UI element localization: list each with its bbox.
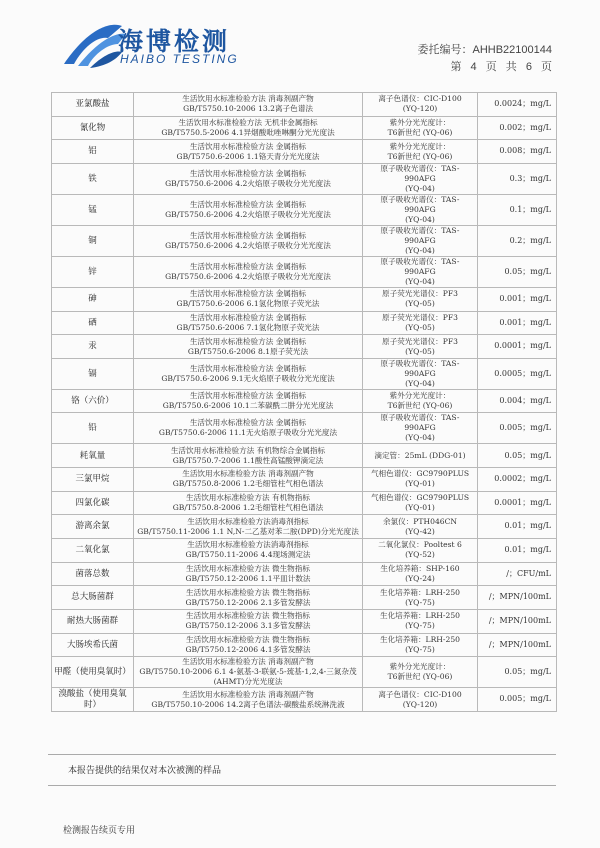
test-item-name: 游离余氯 [52,515,134,539]
table-row [52,335,557,359]
table-row [52,633,557,657]
test-method: 生活饮用水标准检验方法 金属指标 GB/T5750.6-2006 4.2火焰原子吸收分光光度法 [134,225,363,256]
test-method: 生活饮用水标准检验方法消毒剂指标 GB/T5750.11-2006 4.4现场测定法 [134,539,363,563]
test-method: 生活饮用水标准检验方法 金属指标 GB/T5750.6-2006 8.1原子荧光法 [134,335,363,359]
table-row [52,140,557,164]
test-method: 生活饮用水标准检验方法 金属指标 GB/T5750.6-2006 6.1氢化物原子荧光法 [134,287,363,311]
commission-number: 委托编号：AHHB22100144 [417,44,552,56]
test-instrument: 原子吸收光谱仪：TAS-990AFG (YQ-04) [363,256,478,287]
test-items-table [51,92,557,712]
test-instrument: 紫外分光光度计： T6新世纪 (YQ-06) [363,389,478,413]
test-item-name: 氰化物 [52,116,134,140]
page-label-1: 第 [450,61,462,73]
continuation-label: 检测报告续页专用 [63,826,136,836]
detection-limit: 0.01；mg/L [478,515,557,539]
test-item-name: 耐热大肠菌群 [52,609,134,633]
test-instrument: 滴定管：25mL (DDG-01) [363,444,478,468]
test-item-name: 铬（六价） [52,389,134,413]
table-row [52,562,557,586]
detection-limit: 0.001；mg/L [478,311,557,335]
footer-divider-top [48,754,556,755]
detection-limit: 0.005；mg/L [478,413,557,444]
test-method: 生活饮用水标准检验方法 微生物指标 GB/T5750.12-2006 3.1多管发酵法 [134,609,363,633]
table-row [52,609,557,633]
test-instrument: 原子吸收光谱仪：TAS-990AFG (YQ-04) [363,194,478,225]
test-method: 生活饮用水标准检验方法 金属指标 GB/T5750.6-2006 4.2火焰原子吸收分光光度法 [134,256,363,287]
footer-note: 本报告提供的结果仅对本次被测的样品 [68,766,222,776]
test-instrument: 原子荧光光谱仪：PF3 (YQ-05) [363,311,478,335]
test-instrument: 原子荧光光谱仪：PF3 (YQ-05) [363,287,478,311]
page-current: 4 [470,61,477,73]
table-row [52,413,557,444]
test-instrument: 原子吸收光谱仪：TAS-990AFG (YQ-04) [363,413,478,444]
test-item-name: 铁 [52,163,134,194]
test-item-name: 溴酸盐（使用臭氧时） [52,688,134,712]
test-instrument: 紫外分光光度计： T6新世纪 (YQ-06) [363,140,478,164]
test-method: 生活饮用水标准检验方法 消毒剂副产物 GB/T5750.10-2006 13.2离子色谱法 [134,93,363,117]
test-instrument: 二氧化氯仪：Pooltest 6 (YQ-52) [363,539,478,563]
table-row [52,116,557,140]
table-row [52,163,557,194]
test-method: 生活饮用水标准检验方法消毒剂指标 GB/T5750.11-2006 1.1 N,N-二乙基对苯二胺(DPD)分光光度法 [134,515,363,539]
detection-limit: /；CFU/mL [478,562,557,586]
detection-limit: 0.004；mg/L [478,389,557,413]
detection-limit: 0.0005；mg/L [478,358,557,389]
table-row [52,515,557,539]
page-indicator [417,59,552,76]
detection-limit: /；MPN/100mL [478,633,557,657]
test-item-name: 总大肠菌群 [52,586,134,610]
detection-limit: 0.008；mg/L [478,140,557,164]
test-method: 生活饮用水标准检验方法 微生物指标 GB/T5750.12-2006 1.1平皿计数法 [134,562,363,586]
test-method: 生活饮用水标准检验方法 金属指标 GB/T5750.6-2006 11.1无火焰原子吸收分光光度法 [134,413,363,444]
test-item-name: 大肠埃希氏菌 [52,633,134,657]
page-label-4: 页 [541,61,552,73]
test-method: 生活饮用水标准检验方法 有机物综合金属指标 GB/T5750.7-2006 1.1酸性高锰酸钾滴定法 [134,444,363,468]
test-item-name: 四氯化碳 [52,491,134,515]
table-row [52,194,557,225]
detection-limit: 0.05；mg/L [478,657,557,688]
test-instrument: 离子色谱仪：CIC-D100 (YQ-120) [363,688,478,712]
footer-divider-middle [48,785,556,786]
page-label-3: 共 [505,61,517,73]
test-method: 生活饮用水标准检验方法 消毒剂副产物 GB/T5750.10-2006 6.1 4-氨基-3-联氨-5-巯基-1,2,4-三氮杂茂(AHMT)分光光度法 [134,657,363,688]
report-header-info [417,42,552,76]
test-instrument: 原子荧光光谱仪：PF3 (YQ-05) [363,335,478,359]
test-item-name: 铜 [52,225,134,256]
detection-limit: 0.05；mg/L [478,256,557,287]
test-item-name: 锌 [52,256,134,287]
test-method: 生活饮用水标准检验方法 金属指标 GB/T5750.6-2006 9.1无火焰原子吸收分光光度法 [134,358,363,389]
test-method: 生活饮用水标准检验方法 金属指标 GB/T5750.6-2006 1.1铬天青分光光度法 [134,140,363,164]
test-method: 生活饮用水标准检验方法 金属指标 GB/T5750.6-2006 7.1氢化物原子荧光法 [134,311,363,335]
table-row [52,225,557,256]
page-label-2: 页 [485,61,497,73]
test-instrument: 气相色谱仪：GC9790PLUS (YQ-01) [363,491,478,515]
test-instrument: 生化培养箱：SHP-160 (YQ-24) [363,562,478,586]
company-name-en: HAIBO TESTING [120,52,239,66]
test-item-name: 锰 [52,194,134,225]
test-instrument: 原子吸收光谱仪：TAS-990AFG (YQ-04) [363,163,478,194]
detection-limit: 0.0001；mg/L [478,335,557,359]
detection-limit: 0.2；mg/L [478,225,557,256]
detection-limit: 0.0024；mg/L [478,93,557,117]
table-row [52,491,557,515]
table-row [52,358,557,389]
detection-limit: /；MPN/100mL [478,609,557,633]
table-row [52,444,557,468]
test-instrument: 原子吸收光谱仪：TAS-990AFG (YQ-04) [363,225,478,256]
test-method: 生活饮用水标准检验方法 金属指标 GB/T5750.6-2006 4.2火焰原子吸收分光光度法 [134,163,363,194]
detection-limit: 0.0001；mg/L [478,491,557,515]
test-item-name: 亚氯酸盐 [52,93,134,117]
detection-limit: 0.0002；mg/L [478,468,557,492]
table-row [52,468,557,492]
test-items-body [52,93,557,712]
detection-limit: 0.001；mg/L [478,287,557,311]
test-instrument: 紫外分光光度计： T6新世纪 (YQ-06) [363,657,478,688]
table-row [52,657,557,688]
table-row [52,311,557,335]
test-item-name: 甲醛（使用臭氧时） [52,657,134,688]
test-method: 生活饮用水标准检验方法 微生物指标 GB/T5750.12-2006 2.1多管发酵法 [134,586,363,610]
detection-limit: 0.01；mg/L [478,539,557,563]
company-name-cn: 海博检测 [118,27,231,56]
test-method: 生活饮用水标准检验方法 消毒剂副产物 GB/T5750.8-2006 1.2毛细管柱气相色谱法 [134,468,363,492]
test-method: 生活饮用水标准检验方法 金属指标 GB/T5750.6-2006 10.1二苯碳酰二肼分光光度法 [134,389,363,413]
detection-limit: /；MPN/100mL [478,586,557,610]
test-item-name: 砷 [52,287,134,311]
test-method: 生活饮用水标准检验方法 微生物指标 GB/T5750.12-2006 4.1多管发酵法 [134,633,363,657]
detection-limit: 0.1；mg/L [478,194,557,225]
detection-limit: 0.05；mg/L [478,444,557,468]
test-instrument: 生化培养箱：LRH-250 (YQ-75) [363,609,478,633]
test-item-name: 二氧化氯 [52,539,134,563]
test-instrument: 紫外分光光度计： T6新世纪 (YQ-06) [363,116,478,140]
table-row [52,688,557,712]
table-row [52,389,557,413]
test-item-name: 汞 [52,335,134,359]
table-row [52,256,557,287]
test-method: 生活饮用水标准检验方法 金属指标 GB/T5750.6-2006 4.2火焰原子吸收分光光度法 [134,194,363,225]
test-instrument: 气相色谱仪：GC9790PLUS (YQ-01) [363,468,478,492]
test-instrument: 余氯仪：PTH046CN (YQ-42) [363,515,478,539]
test-item-name: 铝 [52,140,134,164]
test-method: 生活饮用水标准检验方法 无机非金属指标 GB/T5750.5-2006 4.1异烟酸吡唑啉酮分光光度法 [134,116,363,140]
detection-limit: 0.005；mg/L [478,688,557,712]
test-instrument: 离子色谱仪：CIC-D100 (YQ-120) [363,93,478,117]
page-total: 6 [525,61,532,73]
detection-limit: 0.002；mg/L [478,116,557,140]
test-method: 生活饮用水标准检验方法 消毒剂副产物 GB/T5750.10-2006 14.2离子色谱法-碳酸盐系统淋洗液 [134,688,363,712]
table-row [52,586,557,610]
test-item-name: 菌落总数 [52,562,134,586]
test-instrument: 生化培养箱：LRH-250 (YQ-75) [363,633,478,657]
table-row [52,287,557,311]
test-item-name: 耗氧量 [52,444,134,468]
test-item-name: 铅 [52,413,134,444]
test-item-name: 镉 [52,358,134,389]
test-instrument: 生化培养箱：LRH-250 (YQ-75) [363,586,478,610]
test-item-name: 三氯甲烷 [52,468,134,492]
table-row [52,93,557,117]
detection-limit: 0.3；mg/L [478,163,557,194]
test-instrument: 原子吸收光谱仪：TAS-990AFG (YQ-04) [363,358,478,389]
test-item-name: 硒 [52,311,134,335]
table-row [52,539,557,563]
test-method: 生活饮用水标准检验方法 有机物指标 GB/T5750.8-2006 1.2毛细管柱气相色谱法 [134,491,363,515]
